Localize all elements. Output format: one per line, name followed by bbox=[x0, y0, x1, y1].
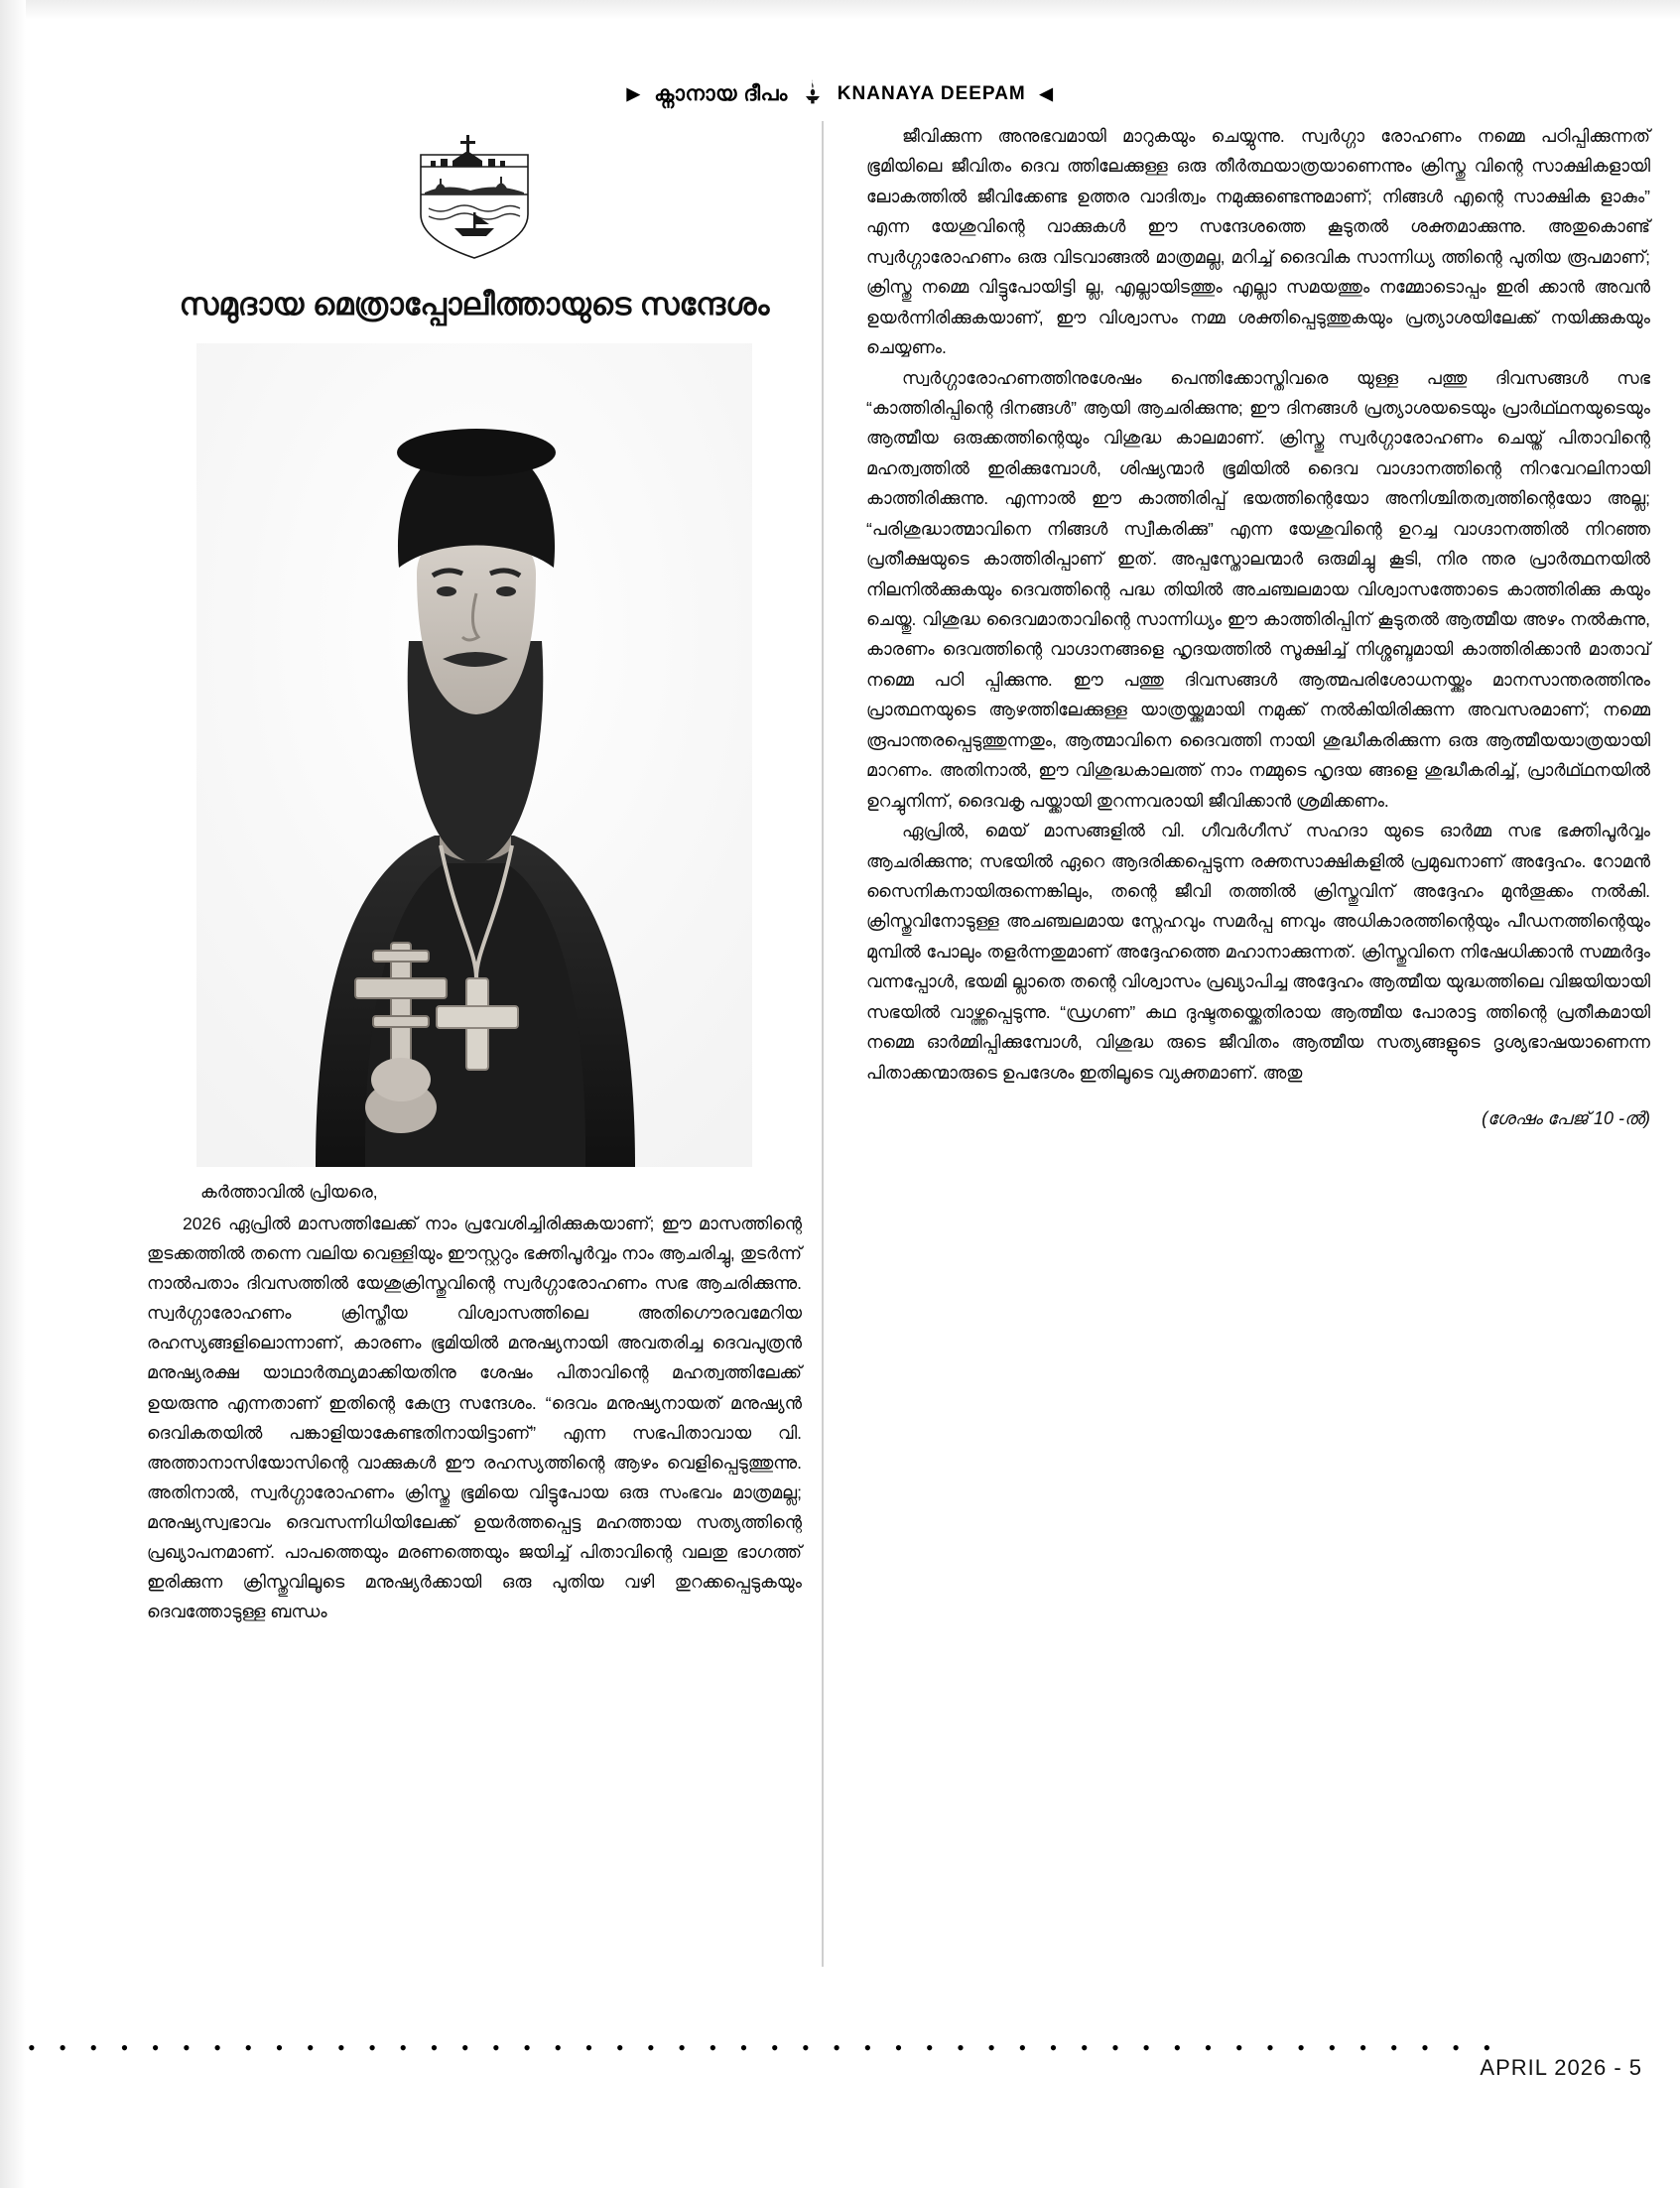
left-body-paragraph: 2026 ഏപ്രിൽ മാസത്തിലേക്ക് നാം പ്രവേശിച്ചിരിക്കുകയാണ്; ഈ മാസത്തിന്റെ തുടക്കത്തിൽ തന്നെ വലിയ വെള്ളിയും ഈസ്റ്ററും ഭക്തിപൂർവ്വം നാം ആചരിച്ചു, തുടർന്ന് നാൽപതാം ദിവസത്തിൽ യേശുക്രിസ്തുവിന്റെ സ്വർഗ്ഗാരോഹണം സഭ ആചരിക്കുന്നു. സ്വർഗ്ഗാരോഹണം ക്രിസ്തീയ വിശ്വാസത്തിലെ അതിഗൌരവമേറിയ രഹസ്യങ്ങളിലൊന്നാണ്, കാരണം ഭൂമിയിൽ മനുഷ്യനായി അവതരിച്ച ദെവപുത്രൻ മനുഷ്യരക്ഷ യാഥാർത്ഥ്യമാക്കിയതിനു ശേഷം പിതാവിന്റെ മഹത്വത്തിലേക്ക് ഉയരുന്നു എന്നതാണ് ഇതിന്റെ കേന്ദ്ര സന്ദേശം. “ദെവം മനുഷ്യനായത് മനുഷ്യൻ ദെവികതയിൽ പങ്കാളിയാകേണ്ടതിനായിട്ടാണ്” എന്ന സഭപിതാവായ വി. അത്താനാസിയോസിന്റെ വാക്കുകൾ ഈ രഹസ്യത്തിന്റെ ആഴം വെളിപ്പെടുത്തുന്നു. അതിനാൽ, സ്വർഗ്ഗാരോഹണം ക്രിസ്തു ഭൂമിയെ വിട്ടുപോയ ഒരു സംഭവം മാത്രമല്ല; മനുഷ്യസ്വഭാവം ദെവസന്നിധിയിലേക്ക് ഉയർത്തപ്പെട്ട മഹത്തായ സത്യത്തിന്റെ പ്രഖ്യാപനമാണ്. പാപത്തെയും മരണത്തെയും ജയിച്ച് പിതാവിന്റെ വലതു ഭാഗത്ത് ഇരിക്കുന്ന ക്രിസ്തുവിലൂടെ മനുഷ്യർക്കായി ഒരു പുതിയ വഴി തുറക്കപ്പെടുകയും ദെവത്തോടുള്ള ബന്ധം bbox=[147, 1213, 802, 1622]
masthead-title-malayalam: ക്നാനായ ദീപം bbox=[654, 81, 788, 105]
right-paragraph-3: ഏപ്രിൽ, മെയ് മാസങ്ങളിൽ വി. ഗീവർഗീസ് സഹദാ യുടെ ഓർമ്മ സഭ ഭക്തിപൂർവ്വം ആചരിക്കുന്നു; സഭയിൽ ഏറെ ആദരിക്കപ്പെടുന്ന രക്തസാക്ഷികളിൽ പ്രമുഖനാണ് അദ്ദേഹം. റോമൻ സൈനികനായിരുന്നെങ്കിലും, തന്റെ ജീവി തത്തിൽ ക്രിസ്തുവിന് അദ്ദേഹം മുൻതൂക്കം നൽകി. ക്രിസ്തുവിനോടുള്ള അചഞ്ചലമായ സ്നേഹവും സമർപ്പ ണവും അധികാരത്തിന്റെയും പീഡനത്തിന്റെയും മുമ്പിൽ പോലും തളർന്നതുമാണ് അദ്ദേഹത്തെ മഹാനാക്കുന്നത്. ക്രിസ്തുവിനെ നിഷേധിക്കാൻ സമ്മർദ്ദം വന്നപ്പോൾ, ഭയമി ല്ലാതെ തന്റെ വിശ്വാസം പ്രഖ്യാപിച്ച അദ്ദേഹം ആത്മീയ യുദ്ധത്തിലെ വിജയിയായി സഭയിൽ വാഴ്ത്തപ്പെടുന്നു. “ഡ്രഗണ” കഥ ദുഷ്ടതയ്ക്കെതിരായ ആത്മീയ പോരാട്ട ത്തിന്റെ പ്രതീകമായി നമ്മെ ഓർമ്മിപ്പിക്കുമ്പോൾ, വിശുദ്ധ രുടെ ജീവിതം ആത്മീയ സത്യങ്ങളുടെ ദൃശ്യഭാഷയാണെന്ന പിതാക്കന്മാരുടെ ഉപദേശം ഇതിലൂടെ വ്യക്തമാണ്. അതു bbox=[866, 821, 1650, 1083]
bishop-portrait-photo bbox=[196, 343, 752, 1167]
running-header bbox=[0, 77, 1680, 110]
left-column-text bbox=[147, 1177, 802, 1626]
continued-note: (ശേഷം പേജ് 10 -ൽ) bbox=[1482, 1108, 1650, 1128]
page-folio: APRIL 2026 - 5 bbox=[1480, 2055, 1642, 2080]
column-divider bbox=[822, 121, 824, 1967]
salutation: കർത്താവിൽ പ്രിയരെ, bbox=[200, 1181, 378, 1202]
right-column bbox=[866, 121, 1650, 1134]
right-paragraph-1: ജീവിക്കുന്ന അനുഭവമായി മാറുകയും ചെയ്യുന്നു. സ്വർഗ്ഗാ രോഹണം നമ്മെ പഠിപ്പിക്കുന്നത് ഭൂമിയിലെ ജീവിതം ദെവ ത്തിലേക്കുള്ള ഒരു തീർത്ഥയാത്രയാണെന്നും ക്രിസ്തു വിന്റെ സാക്ഷികളായി ലോകത്തിൽ ജീവിക്കേണ്ട ഉത്തര വാദിത്വം നമുക്കുണ്ടെന്നുമാണ്; നിങ്ങൾ എന്റെ സാക്ഷിക ളാകും” എന്ന യേശുവിന്റെ വാക്കുകൾ ഈ സന്ദേശത്തെ കൂടുതൽ ശക്തമാക്കുന്നു. അതുകൊണ്ട് സ്വർഗ്ഗാരോഹണം ഒരു വിടവാങ്ങൽ മാത്രമല്ല, മറിച്ച് ദൈവിക സാന്നിധ്യ ത്തിന്റെ പുതിയ രൂപമാണ്; ക്രിസ്തു നമ്മെ വിട്ടുപോയിട്ടി ല്ല, എല്ലായിടത്തും എല്ലാ സമയത്തും നമ്മോടൊപ്പം ഇരി ക്കാൻ അവൻ ഉയർന്നിരിക്കുകയാണ്, ഈ വിശ്വാസം നമ്മ ശക്തിപ്പെടുത്തുകയും പ്രത്യാശയിലേക്ക് നയിക്കുകയും ചെയ്യണം. bbox=[866, 126, 1650, 358]
dotted-rule: • • • • • • • • • • • • • • • • • • • • • • • • • • • • • • • • • • • • • • • • • • • • • • • • bbox=[28, 2035, 1500, 2060]
oil-lamp-icon bbox=[802, 77, 824, 110]
masthead-title-english: KNANAYA DEEPAM bbox=[837, 82, 1026, 104]
right-paragraph-2: സ്വർഗ്ഗാരോഹണത്തിനുശേഷം പെന്തിക്കോസ്തിവരെ യുള്ള പത്തു ദിവസങ്ങൾ സഭ “കാത്തിരിപ്പിന്റെ ദിനങ്ങൾ” ആയി ആചരിക്കുന്നു; ഈ ദിനങ്ങൾ പ്രത്യാശയടെയും പ്രാർഥ്ഥനയുടെയും ആത്മീയ ഒരുക്കത്തിന്റെയും വിശുദ്ധ കാലമാണ്. ക്രിസ്തു സ്വർഗ്ഗാരോഹണം ചെയ്ത് പിതാവിന്റെ മഹത്വത്തിൽ ഇരിക്കുമ്പോൾ, ശിഷ്യന്മാർ ഭൂമിയിൽ ദൈവ വാഗ്ദാനത്തിന്റെ നിറവേറലിനായി കാത്തിരിക്കുന്നു. എന്നാൽ ഈ കാത്തിരിപ്പ് ഭയത്തിന്റെയോ അനിശ്ചിതത്വത്തിന്റെയോ അല്ല; “പരിശുദ്ധാത്മാവിനെ നിങ്ങൾ സ്വീകരിക്കു” എന്ന യേശുവിന്റെ ഉറച്ച വാഗ്ദാനത്തിൽ നിറഞ്ഞ പ്രതീക്ഷയുടെ കാത്തിരിപ്പാണ് ഇത്. അപ്പസ്തോലന്മാർ ഒരുമിച്ചു കൂടി, നിര ന്തര പ്രാർത്ഥനയിൽ നിലനിൽക്കുകയും ദെവത്തിന്റെ പദ്ധ തിയിൽ അചഞ്ചലമായ വിശ്വാസത്തോടെ കാത്തിരിക്കു കയും ചെയ്തു. വിശുദ്ധ ദൈവമാതാവിന്റെ സാന്നിധ്യം ഈ കാത്തിരിപ്പിന് കൂടുതൽ ആത്മീയ അഴം നൽകുന്നു, കാരണം ദെവത്തിന്റെ വാഗ്ദാനങ്ങളെ ഹൃദയത്തിൽ സൂക്ഷിച്ച് നിശ്ശബ്ദമായി കാത്തിരിക്കാൻ മാതാവ് നമ്മെ പഠി പ്പിക്കുന്നു. ഈ പത്തു ദിവസങ്ങൾ ആത്മപരിശോധനയ്ക്കും മാനസാന്തരത്തിനും പ്രാത്ഥനയുടെ ആഴത്തിലേക്കുള്ള യാത്രയ്ക്കുമായി നമുക്ക് നൽകിയിരിക്കുന്ന അവസരമാണ്; നമ്മെ രൂപാന്തരപ്പെടുത്തുന്നതും, ആത്മാവിനെ ദൈവത്തി നായി ശുദ്ധീകരിക്കുന്ന ഒരു ആത്മീയയാത്രയായി മാറണം. അതിനാൽ, ഈ വിശുദ്ധകാലത്ത് നാം നമ്മുടെ ഹൃദയ ങ്ങളെ ശുദ്ധീകരിച്ച്, പ്രാർഥ്ഥനയിൽ ഉറച്ചുനിന്ന്, ദൈവകൃ പയ്ക്കായി തുറന്നവരായി ജീവിക്കാൻ ശ്രമിക്കണം. bbox=[866, 367, 1650, 811]
page-edge-left bbox=[0, 0, 26, 2188]
page-title: സമുദായ മെത്രാപ്പോലീത്തായുടെ സന്ദേശം bbox=[179, 287, 770, 322]
page-edge-top bbox=[0, 0, 1680, 20]
content-frame bbox=[28, 121, 1652, 2036]
archdiocese-crest-icon bbox=[375, 121, 574, 260]
right-triangle-icon: ◀ bbox=[1039, 84, 1054, 103]
page-footer bbox=[28, 2035, 1652, 2103]
left-triangle-icon: ▶ bbox=[626, 84, 641, 103]
left-column bbox=[147, 121, 802, 1626]
